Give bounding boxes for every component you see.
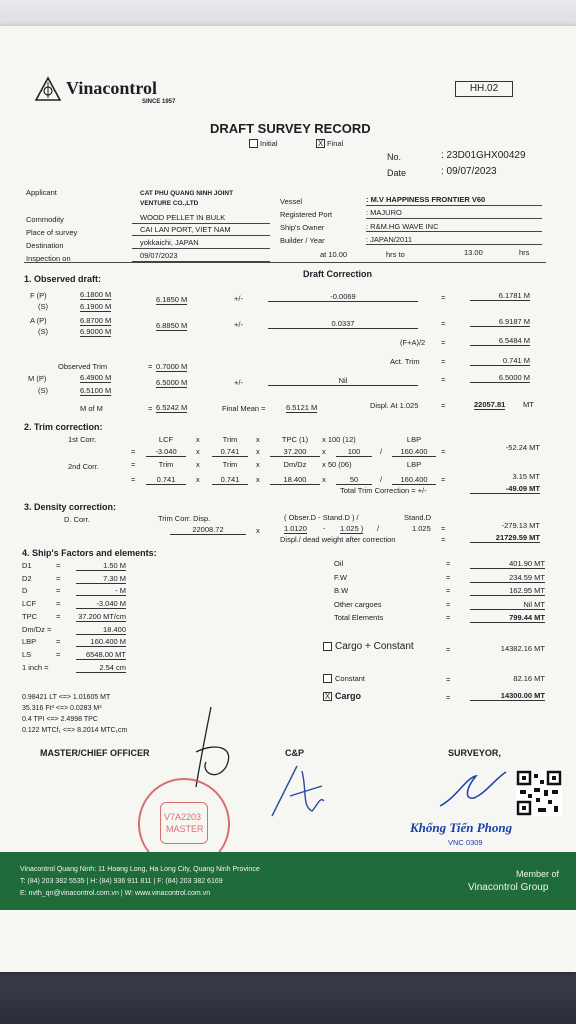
factor-eq: = — [56, 586, 61, 596]
footer-email: E: nvth_qn@vinacontrol.com.vn | W: www.vinacontrol.com.vn — [20, 890, 211, 897]
no-value: : 23D01GHX00429 — [441, 150, 526, 161]
surveyor-name: Khổng Tiến Phong — [410, 820, 513, 835]
r1-100: 100 — [336, 447, 372, 457]
a-eq: = — [441, 319, 446, 328]
r1-x1: x — [196, 447, 200, 456]
factor-label: TPC — [22, 611, 37, 621]
factor-value: 2.54 cm — [76, 663, 126, 673]
h-tpc: TPC (1) — [281, 435, 309, 444]
final-mean-label: Final Mean = — [222, 404, 266, 413]
master-label: MASTER/CHIEF OFFICER — [40, 748, 150, 758]
act-trim-label: Act. Trim — [390, 357, 420, 366]
footer-phone: T: (84) 203 382 5535 | H: (84) 936 911 811 | F: (84) 203 382 6169 — [20, 878, 223, 885]
constant-checkbox[interactable] — [323, 674, 332, 683]
a-mean: 6.8850 M — [156, 321, 188, 330]
r2-eq: = — [131, 475, 136, 484]
regport-label: Registered Port — [280, 210, 333, 219]
r2-div: / — [380, 475, 383, 484]
mp-value: 6.4900 M — [80, 373, 112, 382]
act-trim-value: 0.741 M — [470, 356, 530, 366]
factor-label: LS — [22, 649, 32, 659]
final-label: Final — [327, 139, 344, 148]
constant-label: Constant — [335, 674, 366, 683]
destination-label: Destination — [26, 241, 64, 250]
m-mean: 6.5000 M — [156, 378, 188, 387]
r2-b: 0.741 — [212, 475, 248, 485]
m-correction: Nil — [268, 376, 418, 386]
element-label: B.W — [334, 586, 349, 595]
element-value: 162.95 MT — [470, 586, 545, 596]
observed-trim-eq: = — [148, 362, 153, 371]
observed-trim-value: 0.7000 M — [156, 362, 188, 371]
commodity-label: Commodity — [26, 215, 64, 224]
surveyor-signature — [436, 768, 510, 812]
cargo-constant-checkbox[interactable] — [323, 642, 332, 651]
r1-eq: = — [131, 447, 136, 456]
conversion-line: 0.98421 LT <=> 1.01605 MT — [22, 694, 111, 701]
f-eq: = — [441, 293, 446, 302]
h2-x1: x — [196, 460, 200, 469]
factor-label: LCF — [22, 599, 37, 609]
h-lbp: LBP — [406, 435, 422, 444]
f-pm: +/- — [234, 294, 243, 303]
cargo-constant-value: 14382.16 MT — [500, 644, 545, 653]
place-label: Place of survey — [26, 228, 78, 237]
element-eq: = — [446, 613, 451, 622]
factor-eq: = — [56, 649, 61, 659]
fs-label: (S) — [38, 302, 48, 311]
h2-x2: x — [256, 460, 260, 469]
fa2-eq: = — [441, 338, 446, 347]
draft-correction-title: Draft Correction — [303, 269, 373, 279]
vessel-value: : M.V HAPPINESS FRONTIER V60 — [366, 195, 486, 204]
f-correction: -0.0069 — [268, 292, 418, 302]
surveyor-vnc: VNC 0309 — [448, 838, 483, 847]
logo-icon — [34, 76, 62, 102]
factor-eq: = — [56, 637, 61, 647]
factor-value: 18.400 — [76, 625, 126, 635]
factor-value: 160.400 M — [76, 637, 126, 647]
fp-label: F (P) — [30, 291, 47, 300]
tcd-x: x — [256, 526, 260, 535]
factor-label: D2 — [22, 573, 32, 583]
factor-value: - M — [76, 586, 126, 596]
applicant-label: Applicant — [26, 188, 57, 197]
r2-x3: x — [322, 475, 326, 484]
factor-value: 7.30 M — [76, 574, 126, 584]
r1-tpc: 37.200 — [270, 447, 320, 457]
stand-header: Stand.D — [404, 513, 432, 522]
element-eq: = — [446, 586, 451, 595]
second-corr-label: 2nd Corr. — [68, 462, 99, 471]
factor-eq: = — [56, 561, 61, 570]
observed-trim-label: Observed Trim — [58, 362, 108, 371]
fa2-label: (F+A)/2 — [400, 338, 426, 347]
h2-trim2: Trim — [222, 460, 238, 469]
fs-value: 6.1900 M — [80, 302, 112, 311]
element-eq: = — [446, 572, 451, 582]
builder-value: : JAPAN/2011 — [366, 235, 412, 244]
section4-title: 4. Ship's Factors and elements: — [22, 548, 157, 558]
factor-label: D — [22, 586, 28, 596]
m-result: 6.5000 M — [470, 373, 530, 383]
cargo-value: 14300.00 MT — [470, 691, 545, 701]
no-label: No. — [387, 152, 402, 162]
displ-after-label: Displ./ dead weight after correction — [280, 535, 396, 544]
h-x1: x — [196, 435, 200, 444]
f-result: 6.1781 M — [470, 291, 530, 301]
h-trim: Trim — [222, 435, 238, 444]
std-value-2: 1.025 — [412, 524, 431, 533]
h-x2: x — [256, 435, 260, 444]
a-pm: +/- — [234, 320, 243, 329]
obs-div: / — [377, 524, 380, 533]
cargo-checkbox[interactable]: X — [324, 692, 331, 701]
element-value: 234.59 MT — [470, 573, 545, 583]
displ-unit: MT — [523, 400, 534, 409]
date-value: : 09/07/2023 — [441, 166, 497, 177]
f-mean: 6.1850 M — [156, 295, 188, 304]
r1-x3: x — [322, 447, 326, 456]
r1-lbp: 160.400 — [392, 447, 436, 457]
mofm-eq: = — [148, 404, 153, 413]
factor-eq: = — [56, 611, 61, 621]
r2-50: 50 — [336, 475, 372, 485]
constant-eq: = — [446, 675, 451, 684]
element-label: Total Elements — [334, 613, 384, 622]
factor-label: 1 inch = — [22, 662, 49, 672]
tcd-value: 22008.72 — [170, 525, 246, 535]
r1-lcf: -3.040 — [146, 447, 186, 457]
place-value: CAI LAN PORT, VIET NAM — [140, 225, 231, 234]
footer — [0, 852, 576, 910]
dcorr-eq: = — [441, 524, 446, 533]
factor-value: -3.040 M — [76, 599, 126, 609]
dcorr-label: D. Corr. — [64, 515, 90, 524]
company-since: SINCE 1957 — [142, 99, 176, 105]
h2-lbp: LBP — [406, 460, 422, 469]
regport-value: : MAJURO — [366, 208, 402, 217]
factor-value: 6548.00 MT — [76, 650, 126, 660]
element-eq: = — [446, 599, 451, 609]
element-label: Other cargoes — [334, 599, 382, 609]
factor-value: 1.50 M — [76, 561, 126, 571]
h2-x50: x 50 (06) — [322, 460, 352, 469]
r2-result: 3.15 MT — [512, 472, 540, 481]
r1-result: -52.24 MT — [505, 443, 540, 452]
r1-x2: x — [256, 447, 260, 456]
first-corr-label: 1st Corr. — [68, 435, 97, 444]
displ-after-value: 21729.59 MT — [470, 533, 540, 543]
r1-eq2: = — [441, 447, 446, 456]
h-x100: x 100 (12) — [322, 435, 356, 444]
cp-label: C&P — [285, 748, 305, 758]
section3-title: 3. Density correction: — [24, 502, 117, 512]
h2-dmdz: Dm/Dz — [283, 460, 307, 469]
total-trim-value: -49.09 MT — [470, 484, 540, 494]
cp-signature — [262, 756, 332, 826]
element-label: F.W — [334, 572, 347, 582]
m-pm: +/- — [234, 378, 243, 387]
h2-eq: = — [131, 460, 136, 469]
hrs-to: hrs to — [386, 250, 405, 259]
r2-c: 18.400 — [270, 475, 320, 485]
qr-code-icon — [516, 770, 562, 816]
element-label: Oil — [334, 559, 344, 568]
obs-value: 1.0120 — [284, 524, 307, 533]
std-value: 1.025 ) — [340, 524, 364, 533]
r2-x2: x — [256, 475, 260, 484]
element-value: Nil MT — [470, 600, 545, 610]
factor-value: 37.200 MT/cm — [76, 612, 126, 622]
conversion-line: 0.122 MTCf₁ <=> 8.2014 MTC₁cm — [22, 727, 128, 734]
cargo-constant-label: Cargo + Constant — [335, 641, 414, 652]
fa2-value: 6.5484 M — [470, 336, 530, 346]
final-mean-value: 6.5121 M — [286, 403, 318, 412]
inspection-label: Inspection on — [26, 254, 71, 263]
stamp-master: MASTER — [166, 824, 204, 834]
as-label: (S) — [38, 327, 48, 336]
ap-value: 6.8700 M — [80, 316, 112, 325]
mofm-value: 6.5242 M — [156, 403, 188, 412]
r2-a: 0.741 — [146, 475, 186, 485]
r2-x1: x — [196, 475, 200, 484]
r1-trim: 0.741 — [212, 447, 248, 457]
mp-label: M (P) — [28, 374, 47, 383]
owner-label: Ship's Owner — [280, 223, 325, 232]
displ-label: Displ. At 1.025 — [370, 401, 419, 410]
cargo-eq: = — [446, 693, 451, 702]
footer-address: Vinacontrol Quang Ninh: 11 Hoang Long, Ha Long City, Quang Ninh Province — [20, 866, 260, 873]
factor-eq: = — [56, 599, 61, 609]
displ-after-eq: = — [441, 535, 446, 544]
footer-group: Vinacontrol Group — [468, 882, 549, 893]
h2-trim: Trim — [158, 460, 174, 469]
factor-eq: = — [56, 573, 61, 583]
element-eq: = — [446, 559, 451, 568]
ap-label: A (P) — [30, 316, 47, 325]
act-trim-eq: = — [441, 357, 446, 366]
date-label: Date — [387, 168, 407, 178]
hrs-label: hrs — [519, 248, 530, 257]
doc-code: HH.02 — [455, 81, 513, 97]
initial-checkbox[interactable] — [249, 139, 258, 148]
owner-value: : R&M.HG WAVE INC — [366, 222, 439, 231]
constant-value: 82.16 MT — [513, 674, 545, 683]
a-result: 6.9187 M — [470, 317, 530, 327]
applicant-value: CAT PHU QUANG NINH JOINT — [140, 190, 234, 197]
mofm-label: M of M — [80, 404, 103, 413]
displ-value: 22057.81 — [474, 400, 506, 409]
h-lcf: LCF — [158, 435, 174, 444]
at-time: at 10.00 — [320, 250, 348, 259]
page-title: DRAFT SURVEY RECORD — [210, 121, 371, 136]
r2-eq2: = — [441, 475, 446, 484]
commodity-value: WOOD PELLET IN BULK — [140, 213, 226, 222]
tcd-label: Trim Corr. Disp. — [158, 514, 211, 523]
hrs-value: 13.00 — [464, 248, 483, 257]
cargo-constant-eq: = — [446, 645, 451, 654]
element-value: 799.44 MT — [470, 613, 545, 623]
factor-label: Dm/Dz = — [22, 624, 52, 634]
surveyor-label: SURVEYOR, — [448, 748, 501, 758]
destination-value: yokkaichi, JAPAN — [140, 238, 199, 247]
company-name: Vinacontrol — [66, 78, 158, 98]
obs-header: ( Obser.D - Stand.D ) / — [284, 513, 359, 522]
applicant-value-2: VENTURE CO.,LTD — [140, 200, 199, 207]
section2-title: 2. Trim correction: — [24, 422, 103, 432]
element-value: 401.90 MT — [470, 559, 545, 569]
as-value: 6.9000 M — [80, 327, 112, 336]
a-correction: 0.0337 — [268, 319, 418, 329]
vessel-label: Vessel — [280, 197, 303, 206]
displ-eq: = — [441, 401, 446, 410]
document-page — [0, 26, 576, 972]
builder-label: Builder / Year — [280, 236, 325, 245]
total-trim-label: Total Trim Correction = +/- — [340, 486, 427, 495]
cargo-label: Cargo — [335, 691, 362, 701]
r1-div: / — [380, 447, 383, 456]
conversion-line: 0.4 TPI <=> 2.4998 TPC — [22, 716, 98, 723]
initial-label: Initial — [260, 139, 278, 148]
conversion-line: 35.316 Ft³ <=> 0.0283 M³ — [22, 705, 102, 712]
footer-member: Member of — [516, 869, 560, 879]
section1-title: 1. Observed draft: — [24, 274, 102, 284]
inspection-value: 09/07/2023 — [140, 251, 178, 260]
final-checkbox[interactable]: X — [317, 139, 324, 148]
factor-label: LBP — [22, 637, 37, 647]
ms-value: 6.5100 M — [80, 386, 112, 395]
factor-label: D1 — [22, 561, 32, 570]
dcorr-result: -279.13 MT — [501, 521, 540, 530]
obs-minus: - — [323, 524, 326, 533]
m-eq: = — [441, 375, 446, 384]
stamp-code: V7A2203 — [164, 812, 202, 822]
r2-lbp: 160.400 — [392, 475, 436, 485]
ms-label: (S) — [38, 386, 48, 395]
fp-value: 6.1800 M — [80, 290, 112, 299]
